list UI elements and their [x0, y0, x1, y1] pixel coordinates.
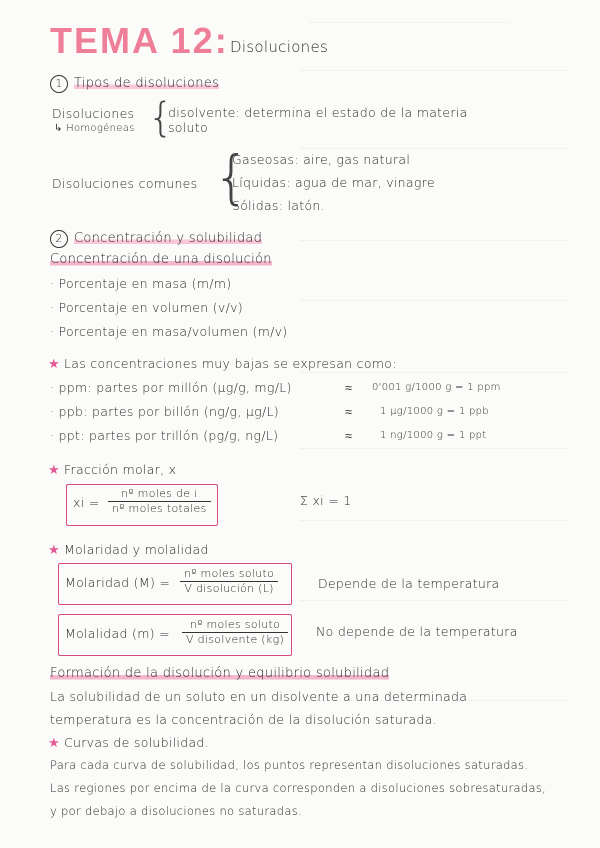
concentracion-subheading: Concentración de una disolución — [50, 252, 272, 267]
star-icon: ★ — [48, 543, 60, 558]
section-1-title: Tipos de disoluciones — [74, 76, 220, 91]
brace-icon: { — [148, 95, 174, 141]
curvas-heading: ★ Curvas de solubilidad. — [48, 735, 209, 751]
section-number: 1 — [50, 75, 68, 93]
low-conc-eq: 1 μg/1000 g = 1 ppb — [380, 406, 489, 417]
molaridad-lhs: Molaridad (M) = — [65, 575, 171, 590]
fraccion-lhs: xi = — [73, 495, 100, 510]
mol-heading: ★ Molaridad y molalidad — [48, 542, 209, 558]
curvas-paragraph: y por debajo a disoluciones no saturadas. — [50, 804, 302, 818]
solubilidad-line: temperatura es la concentración de la disolución saturada. — [50, 712, 437, 727]
approx-symbol: ≈ — [345, 404, 353, 419]
homogeneas-item: soluto — [168, 120, 208, 135]
fraccion-heading: ★ Fracción molar, x — [48, 462, 177, 478]
low-conc-heading: ★ Las concentraciones muy bajas se expresan como: — [48, 356, 397, 372]
comunes-label: Disoluciones comunes — [52, 176, 198, 191]
fraccion-fraction: $\frac{\text{nº moles de i}}{\text{nº moles totales}}$ — [108, 487, 211, 516]
formacion-heading: Formación de la disolución y equilibrio solubilidad — [50, 666, 390, 681]
comunes-item: Gaseosas: aire, gas natural — [232, 152, 411, 167]
star-icon: ★ — [48, 357, 60, 372]
low-conc-row: · ppb: partes por billón (ng/g, μg/L) — [50, 404, 279, 419]
comunes-item: Líquidas: agua de mar, vinagre — [232, 175, 435, 190]
comunes-item: Sólidas: latón. — [232, 198, 325, 213]
section-1-heading — [50, 75, 219, 93]
curvas-paragraph: Las regiones por encima de la curva corresponden a disoluciones sobresaturadas, — [50, 781, 547, 795]
homogeneas-item: disolvente: determina el estado de la materia — [168, 105, 468, 120]
page-subtitle: Disoluciones — [230, 38, 329, 56]
percentage-item: · Porcentaje en volumen (v/v) — [50, 300, 243, 315]
approx-symbol: ≈ — [345, 428, 353, 443]
approx-symbol: ≈ — [345, 380, 353, 395]
molaridad-fraction: $\frac{\text{nº moles soluto}}{\text{V disolución (L)}}$ — [180, 567, 278, 596]
section-2-title: Concentración y solubilidad — [74, 231, 263, 246]
solubilidad-line: La solubilidad de un soluto en un disolvente a una determinada — [50, 689, 468, 704]
fraccion-sum: Σ xi = 1 — [300, 493, 352, 508]
molalidad-lhs: Molalidad (m) = — [65, 626, 170, 641]
section-number: 2 — [50, 230, 68, 248]
percentage-item: · Porcentaje en masa/volumen (m/v) — [50, 324, 288, 339]
star-icon: ★ — [48, 463, 60, 478]
section-2-heading — [50, 230, 262, 248]
molalidad-note: No depende de la temperatura — [316, 624, 518, 639]
low-conc-row: · ppm: partes por millón (μg/g, mg/L) — [50, 380, 292, 395]
homogeneas-sublabel: ↳ Homogéneas — [54, 123, 135, 134]
low-conc-row: · ppt: partes por trillón (pg/g, ng/L) — [50, 428, 279, 443]
molalidad-fraction: $\frac{\text{nº moles soluto}}{\text{V disolvente (kg)}}$ — [182, 618, 288, 647]
low-conc-eq: 1 ng/1000 g = 1 ppt — [380, 430, 487, 441]
molaridad-note: Depende de la temperatura — [318, 576, 500, 591]
star-icon: ★ — [48, 736, 60, 751]
homogeneas-label: Disoluciones — [52, 106, 135, 121]
page-title: TEMA 12: — [50, 20, 229, 61]
percentage-item: · Porcentaje en masa (m/m) — [50, 276, 232, 291]
curvas-paragraph: Para cada curva de solubilidad, los puntos representan disoluciones saturadas. — [50, 758, 529, 772]
brace-icon: { — [213, 143, 250, 211]
low-conc-eq: 0'001 g/1000 g = 1 ppm — [372, 382, 501, 393]
